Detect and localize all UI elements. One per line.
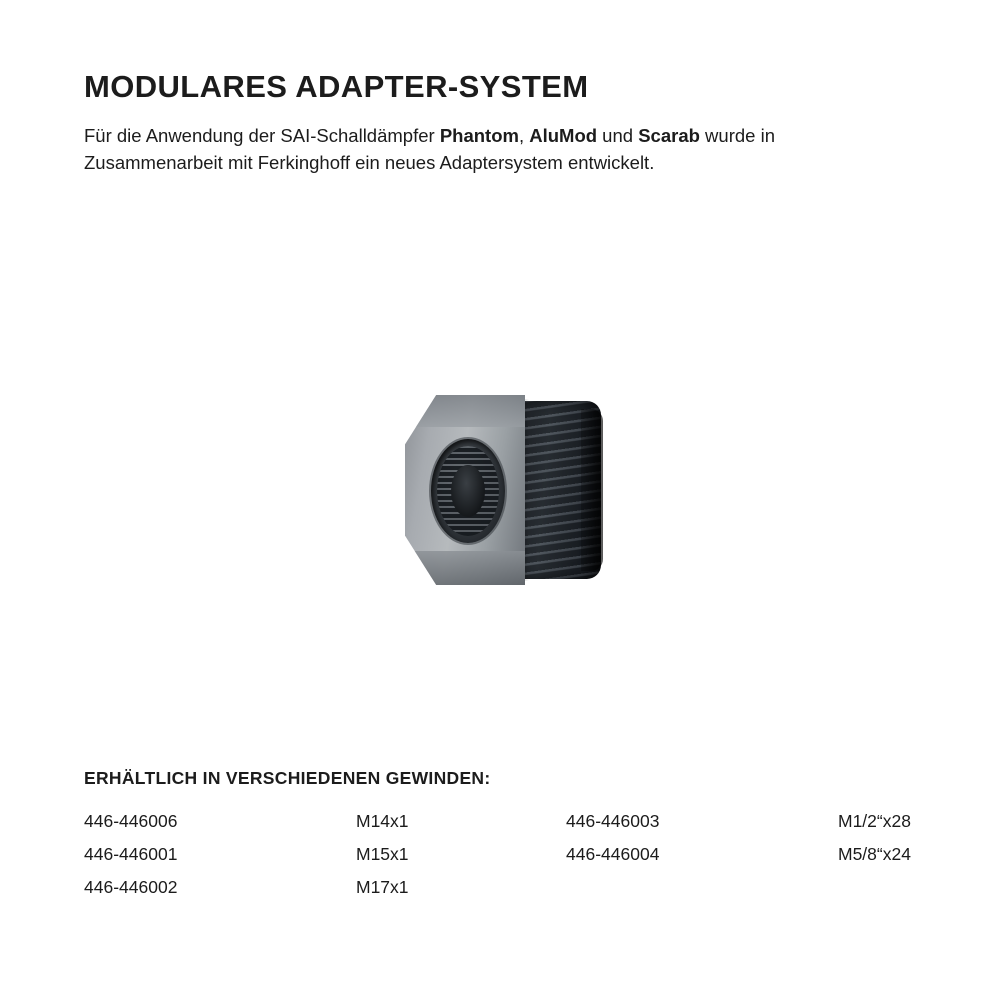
intro-text-part2: ,	[518, 125, 530, 147]
thread-size: M17x1	[356, 877, 409, 897]
article-number: 446-446003	[566, 811, 660, 831]
product-name-scarab: Scarab	[638, 125, 700, 147]
table-row	[84, 877, 944, 898]
hex-face-bottom	[405, 551, 525, 585]
intro-text-part4: wurde in Zusammenarbeit mit Ferkinghoff ein neues Adaptersystem entwickelt.	[84, 125, 775, 174]
thread-size: M5/8“x24	[838, 844, 911, 864]
product-figure	[0, 300, 1000, 680]
article-number: 446-446001	[84, 844, 178, 864]
table-row	[84, 811, 944, 832]
article-number: 446-446006	[84, 811, 178, 831]
product-name-phantom: Phantom	[439, 125, 519, 147]
threaded-body	[517, 401, 601, 579]
variants-heading: ERHÄLTLICH IN VERSCHIEDENEN GEWINDEN:	[84, 768, 491, 788]
inner-bore	[431, 439, 505, 543]
bore-cavity	[451, 465, 485, 517]
thread-end-cap	[581, 409, 603, 571]
adapter-bushing-icon	[405, 395, 601, 585]
intro-text-part3: und	[597, 125, 639, 147]
thread-size: M14x1	[356, 811, 409, 831]
article-number: 446-446004	[566, 844, 660, 864]
hex-face-top	[405, 395, 525, 427]
variants-section	[84, 768, 944, 910]
thread-size: M1/2“x28	[838, 811, 911, 831]
intro-text-part1: Für die Anwendung der SAI-Schalldämpfer	[84, 125, 440, 147]
table-row	[84, 844, 944, 865]
text-block	[84, 70, 914, 177]
article-number: 446-446002	[84, 877, 178, 897]
thread-size: M15x1	[356, 844, 409, 864]
intro-paragraph	[84, 122, 904, 177]
page-title: MODULARES ADAPTER-SYSTEM	[84, 69, 589, 104]
product-name-alumod: AluMod	[529, 125, 598, 147]
